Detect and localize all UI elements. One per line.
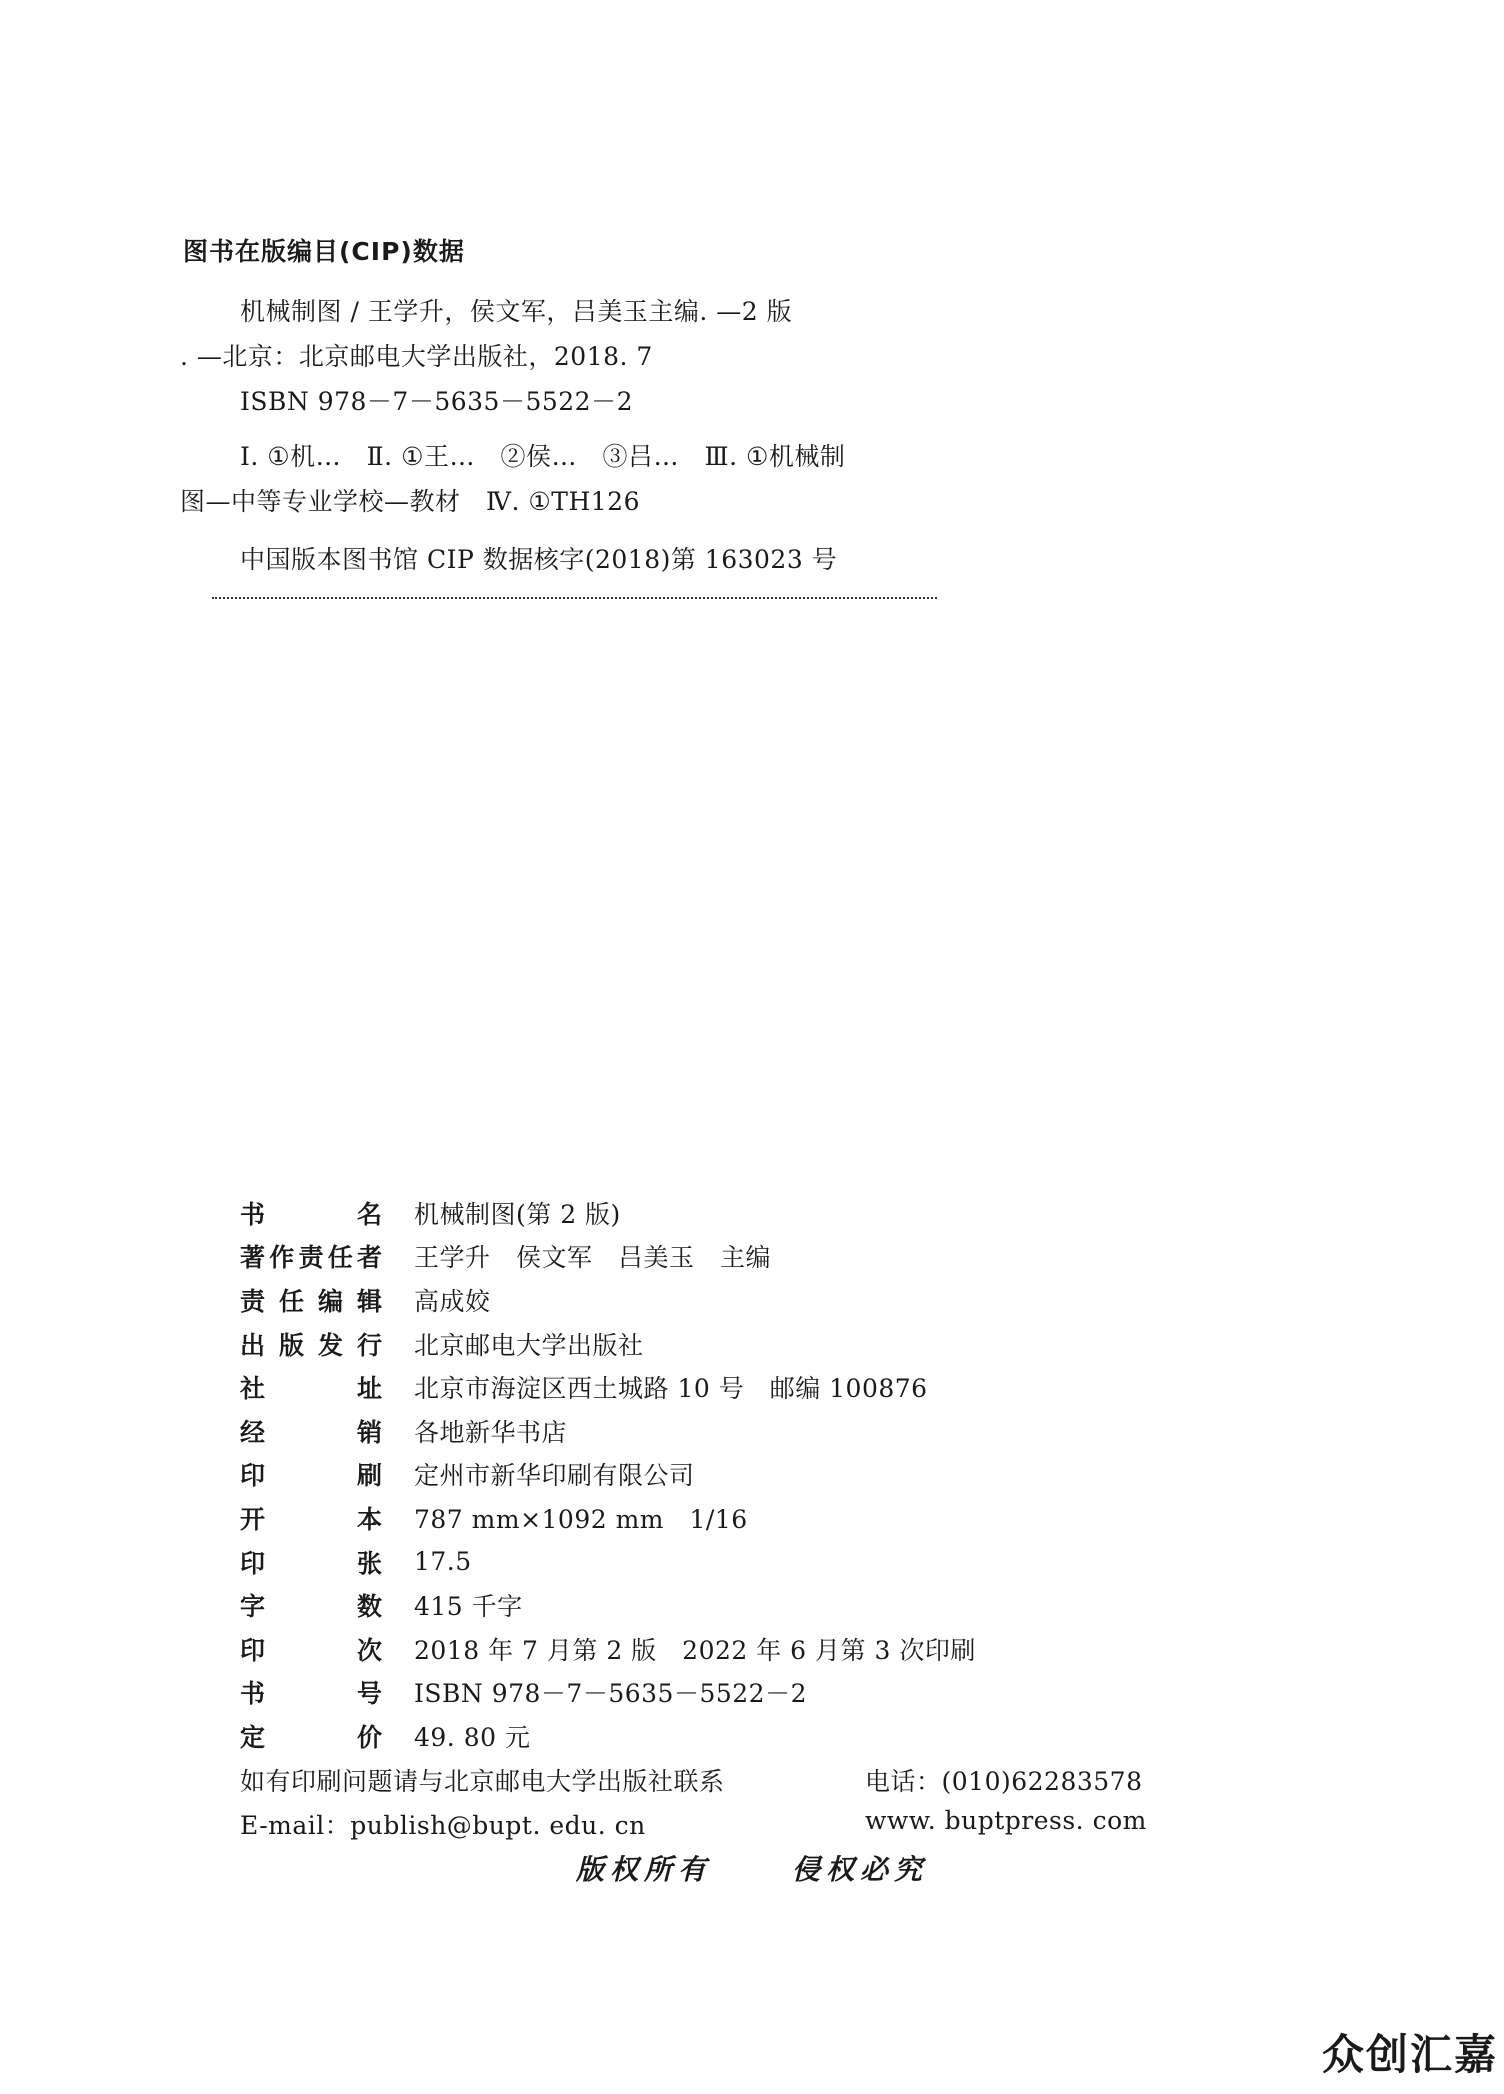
info-value: 各地新华书店 bbox=[414, 1417, 568, 1447]
info-value: 北京邮电大学出版社 bbox=[414, 1330, 644, 1360]
info-row bbox=[240, 1191, 1140, 1235]
info-label: 定价 bbox=[240, 1722, 382, 1752]
info-row bbox=[240, 1409, 1140, 1453]
info-label: 著作责任者 bbox=[240, 1243, 382, 1273]
info-value: 415 千字 bbox=[414, 1592, 523, 1622]
cip-heading: 图书在版编目(CIP)数据 bbox=[183, 237, 465, 266]
cip-subject-line-cont: 图—中等专业学校—教材 Ⅳ. ①TH126 bbox=[180, 487, 640, 516]
info-value: 机械制图(第 2 版) bbox=[414, 1199, 621, 1229]
cip-record-number: 中国版本图书馆 CIP 数据核字(2018)第 163023 号 bbox=[240, 545, 838, 574]
info-value: 2018 年 7 月第 2 版 2022 年 6 月第 3 次印刷 bbox=[414, 1635, 976, 1665]
info-value: 高成姣 bbox=[414, 1286, 491, 1316]
info-label: 社址 bbox=[240, 1374, 382, 1404]
info-row bbox=[240, 1714, 1140, 1758]
info-value: 北京市海淀区西土城路 10 号 邮编 100876 bbox=[414, 1374, 928, 1404]
copyright-notice bbox=[0, 1848, 1504, 1888]
info-label: 责任编辑 bbox=[240, 1286, 382, 1316]
website-link[interactable]: www. buptpress. com bbox=[865, 1806, 1147, 1835]
info-value: 定州市新华印刷有限公司 bbox=[414, 1461, 695, 1491]
info-value: 787 mm×1092 mm 1/16 bbox=[414, 1504, 748, 1534]
cip-subject-line: Ⅰ. ①机… Ⅱ. ①王… ②侯… ③吕… Ⅲ. ①机械制 bbox=[240, 442, 846, 471]
watermark-logo: 众创汇嘉 bbox=[1321, 2030, 1498, 2079]
email-address[interactable]: E-mail：publish@bupt. edu. cn bbox=[240, 1811, 646, 1840]
info-value: 17.5 bbox=[414, 1547, 472, 1577]
info-label: 印次 bbox=[240, 1635, 382, 1665]
cip-isbn-line: ISBN 978－7－5635－5522－2 bbox=[240, 387, 633, 416]
info-label: 出版发行 bbox=[240, 1330, 382, 1360]
info-row bbox=[240, 1627, 1140, 1671]
contact-row-phone bbox=[240, 1762, 1143, 1798]
info-row bbox=[240, 1235, 1140, 1279]
print-issue-notice: 如有印刷问题请与北京邮电大学出版社联系 bbox=[240, 1767, 725, 1796]
info-value: 49. 80 元 bbox=[414, 1722, 531, 1752]
dotted-divider bbox=[212, 597, 937, 599]
phone-number: 电话：(010)62283578 bbox=[865, 1767, 1143, 1796]
info-label: 书名 bbox=[240, 1199, 382, 1229]
info-row bbox=[240, 1583, 1140, 1627]
info-row bbox=[240, 1671, 1140, 1715]
info-row bbox=[240, 1365, 1140, 1409]
info-label: 印张 bbox=[240, 1548, 382, 1578]
contact-row-email bbox=[240, 1806, 1147, 1842]
info-label: 字数 bbox=[240, 1592, 382, 1622]
rights-reserved: 版权所有 bbox=[575, 1853, 712, 1886]
info-value: 王学升 侯文军 吕美玉 主编 bbox=[414, 1243, 772, 1273]
cip-publisher-line: . —北京：北京邮电大学出版社，2018. 7 bbox=[180, 342, 653, 371]
info-value: ISBN 978－7－5635－5522－2 bbox=[414, 1679, 807, 1709]
info-row bbox=[240, 1322, 1140, 1366]
info-label: 经销 bbox=[240, 1417, 382, 1447]
info-label: 印刷 bbox=[240, 1461, 382, 1491]
info-row bbox=[240, 1496, 1140, 1540]
info-row bbox=[240, 1278, 1140, 1322]
info-row bbox=[240, 1453, 1140, 1497]
publication-info-table bbox=[240, 1191, 1140, 1758]
cip-title-line: 机械制图 / 王学升，侯文军，吕美玉主编. —2 版 bbox=[240, 297, 793, 326]
infringement-warning: 侵权必究 bbox=[792, 1853, 929, 1886]
info-row bbox=[240, 1540, 1140, 1584]
info-label: 开本 bbox=[240, 1504, 382, 1534]
info-label: 书号 bbox=[240, 1679, 382, 1709]
